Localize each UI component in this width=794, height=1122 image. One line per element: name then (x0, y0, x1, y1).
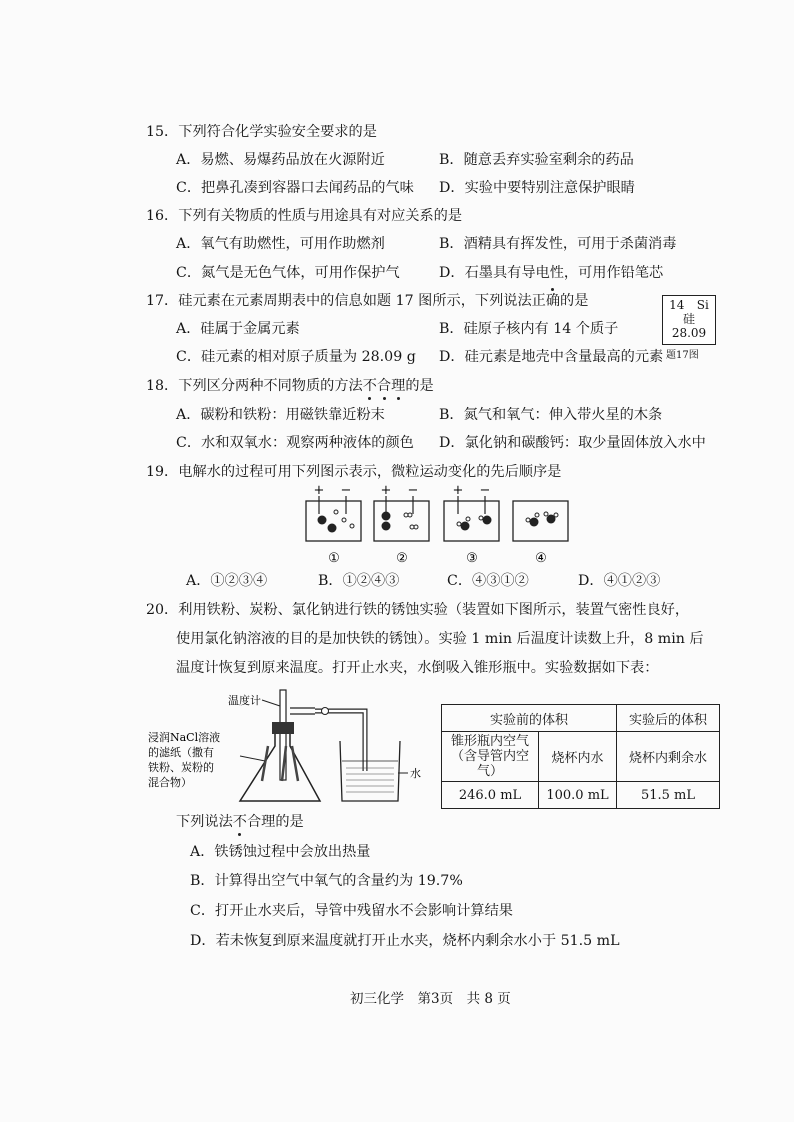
diagram-3-label: ③ (466, 551, 478, 566)
filter-paper-label-1: 浸润NaCl溶液 (148, 731, 221, 744)
q17-option-b: B．硅原子核内有 14 个质子 (439, 321, 619, 337)
q20-emphasis: 不 (232, 814, 247, 830)
q19-stem (146, 461, 561, 481)
q17-emphasis: 确 (545, 293, 561, 309)
atomic-number: 14 (669, 298, 685, 312)
q17-option-a: A．硅属于金属元素 (176, 321, 300, 337)
q17-option-c: C．硅元素的相对原子质量为 28.09 g (176, 349, 416, 365)
thermometer-label: 温度计 (228, 694, 261, 707)
q15-option-d: D．实验中要特别注意保护眼睛 (439, 180, 635, 196)
q20-sub-text-end: 合理的是 (246, 814, 304, 830)
q17-option-d: D．硅元素是地壳中含量最高的元素 (439, 349, 664, 365)
q20-option-c: C．打开止水夹后，导管中残留水不会影响计算结果 (190, 903, 513, 919)
q17-text: 硅元素在元素周期表中的信息如题 17 图所示，下列说法正 (178, 293, 546, 309)
q16-stem (146, 205, 462, 225)
filter-paper-label-2: 的滤纸（撒有 (148, 746, 214, 759)
header-after: 实验后的体积 (617, 705, 720, 732)
q18-stem (146, 375, 434, 395)
diagram-4 (513, 501, 568, 566)
q19-option-a: A．①②③④ (186, 573, 268, 589)
q18-option-d: D．氯化钠和碳酸钙：取少量固体放入水中 (439, 435, 706, 451)
table-row (442, 782, 720, 809)
table-header-row (442, 705, 720, 732)
diagram-2-label: ② (396, 551, 408, 566)
plus-sign: + (313, 483, 325, 498)
q18-number: 18． (146, 378, 179, 394)
electrolysis-diagrams (0, 482, 794, 582)
element-name: 硅 (682, 312, 695, 326)
figure-17-caption: 题17图 (666, 350, 699, 361)
page-footer: 初三化学 第3页 共 8 页 (350, 991, 511, 1007)
minus-sign: − (340, 483, 352, 498)
q17-text-end: 的是 (560, 293, 589, 309)
water-label: 水 (410, 767, 421, 780)
q20-stem-line3: 温度计恢复到原来温度。打开止水夹，水倒吸入锥形瓶中。实验数据如下表： (176, 660, 659, 676)
table-row (442, 732, 720, 782)
q20-stem-line1 (146, 599, 689, 619)
diagram-2 (374, 483, 429, 566)
q18-option-b: B．氮气和氧气：伸入带火星的木条 (439, 407, 663, 423)
q18-emphasis-3: 理 (391, 378, 406, 394)
col-remaining-water: 烧杯内剩余水 (617, 732, 720, 782)
q19-option-b: B．①②④③ (318, 573, 400, 589)
q15-text: 下列符合化学实验安全要求的是 (178, 124, 377, 140)
value-remaining-water: 51.5 mL (617, 782, 720, 809)
q17-stem (146, 290, 588, 310)
q16-option-a: A．氧气有助燃性，可用作助燃剂 (176, 236, 385, 252)
q16-option-d: D．石墨具有导电性，可用作铅笔芯 (439, 265, 664, 281)
q18-emphasis-2: 合 (376, 378, 392, 394)
q20-stem-line2: 使用氯化钠溶液的目的是加快铁的锈蚀）。实验 1 min 后温度计读数上升，8 min 后 (176, 631, 704, 647)
element-symbol: Si (696, 298, 709, 312)
minus-sign: − (407, 483, 419, 498)
col-flask-air (442, 732, 539, 782)
q15-option-b: B．随意丢弃实验室剩余的药品 (439, 152, 634, 168)
q16-option-c: C．氮气是无色气体，可用作保护气 (176, 265, 400, 281)
q20-option-d: D．若未恢复到原来温度就打开止水夹，烧杯内剩余水小于 51.5 mL (190, 933, 620, 949)
q19-option-c: C．④③①② (447, 573, 529, 589)
q20-option-b: B．计算得出空气中氧气的含量约为 19.7% (190, 873, 463, 889)
q20-sub-stem (176, 811, 304, 831)
q18-text-end: 的是 (405, 378, 434, 394)
diagram-1-label: ① (328, 551, 340, 566)
q16-text: 下列有关物质的性质与用途具有对应关系的是 (178, 208, 463, 224)
q20-sub-text: 下列说法 (176, 814, 233, 830)
q18-text: 下列区分两种不同物质的方法 (178, 378, 363, 394)
q15-option-c: C．把鼻孔凑到容器口去闻药品的气味 (176, 180, 414, 196)
col-flask-air-line1: 锥形瓶内空气 (450, 734, 529, 749)
value-beaker-water: 100.0 mL (539, 782, 617, 809)
plus-sign: + (380, 483, 392, 498)
q20-number: 20． (146, 602, 179, 618)
filter-paper-label-4: 混合物） (148, 776, 192, 789)
q19-number: 19． (146, 464, 179, 480)
silicon-element-card (662, 295, 716, 345)
header-before: 实验前的体积 (442, 705, 617, 732)
col-beaker-water: 烧杯内水 (539, 732, 617, 782)
filter-paper-label-3: 铁粉、炭粉的 (148, 761, 214, 774)
q19-option-d: D．④①②③ (578, 573, 661, 589)
q16-number: 16． (146, 208, 179, 224)
q17-number: 17． (146, 293, 179, 309)
q16-option-b: B．酒精具有挥发性，可用于杀菌消毒 (439, 236, 677, 252)
minus-sign: − (479, 483, 491, 498)
diagram-3 (444, 483, 499, 566)
q15-option-a: A．易燃、易爆药品放在火源附近 (176, 152, 385, 168)
value-flask-air: 246.0 mL (442, 782, 539, 809)
clamp-icon (322, 708, 329, 715)
q20-option-a: A．铁锈蚀过程中会放出热量 (190, 844, 371, 860)
q18-option-a: A．碳粉和铁粉：用磁铁靠近粉末 (176, 407, 385, 423)
q18-option-c: C．水和双氧水：观察两种液体的颜色 (176, 435, 414, 451)
col-flask-air-line2: （含导管内空气） (450, 749, 529, 779)
atomic-mass: 28.09 (671, 326, 707, 340)
q15-stem (146, 121, 377, 141)
diagram-4-label: ④ (535, 551, 547, 566)
plus-sign: + (452, 483, 464, 498)
diagram-1 (306, 483, 361, 566)
experiment-data-table (441, 704, 720, 809)
q18-emphasis-1: 不 (362, 378, 377, 394)
q20-text-line1: 利用铁粉、炭粉、氯化钠进行铁的锈蚀实验（装置如下图所示，装置气密性良好， (178, 602, 690, 618)
q19-text: 电解水的过程可用下列图示表示，微粒运动变化的先后顺序是 (178, 464, 562, 480)
q15-number: 15． (146, 124, 179, 140)
